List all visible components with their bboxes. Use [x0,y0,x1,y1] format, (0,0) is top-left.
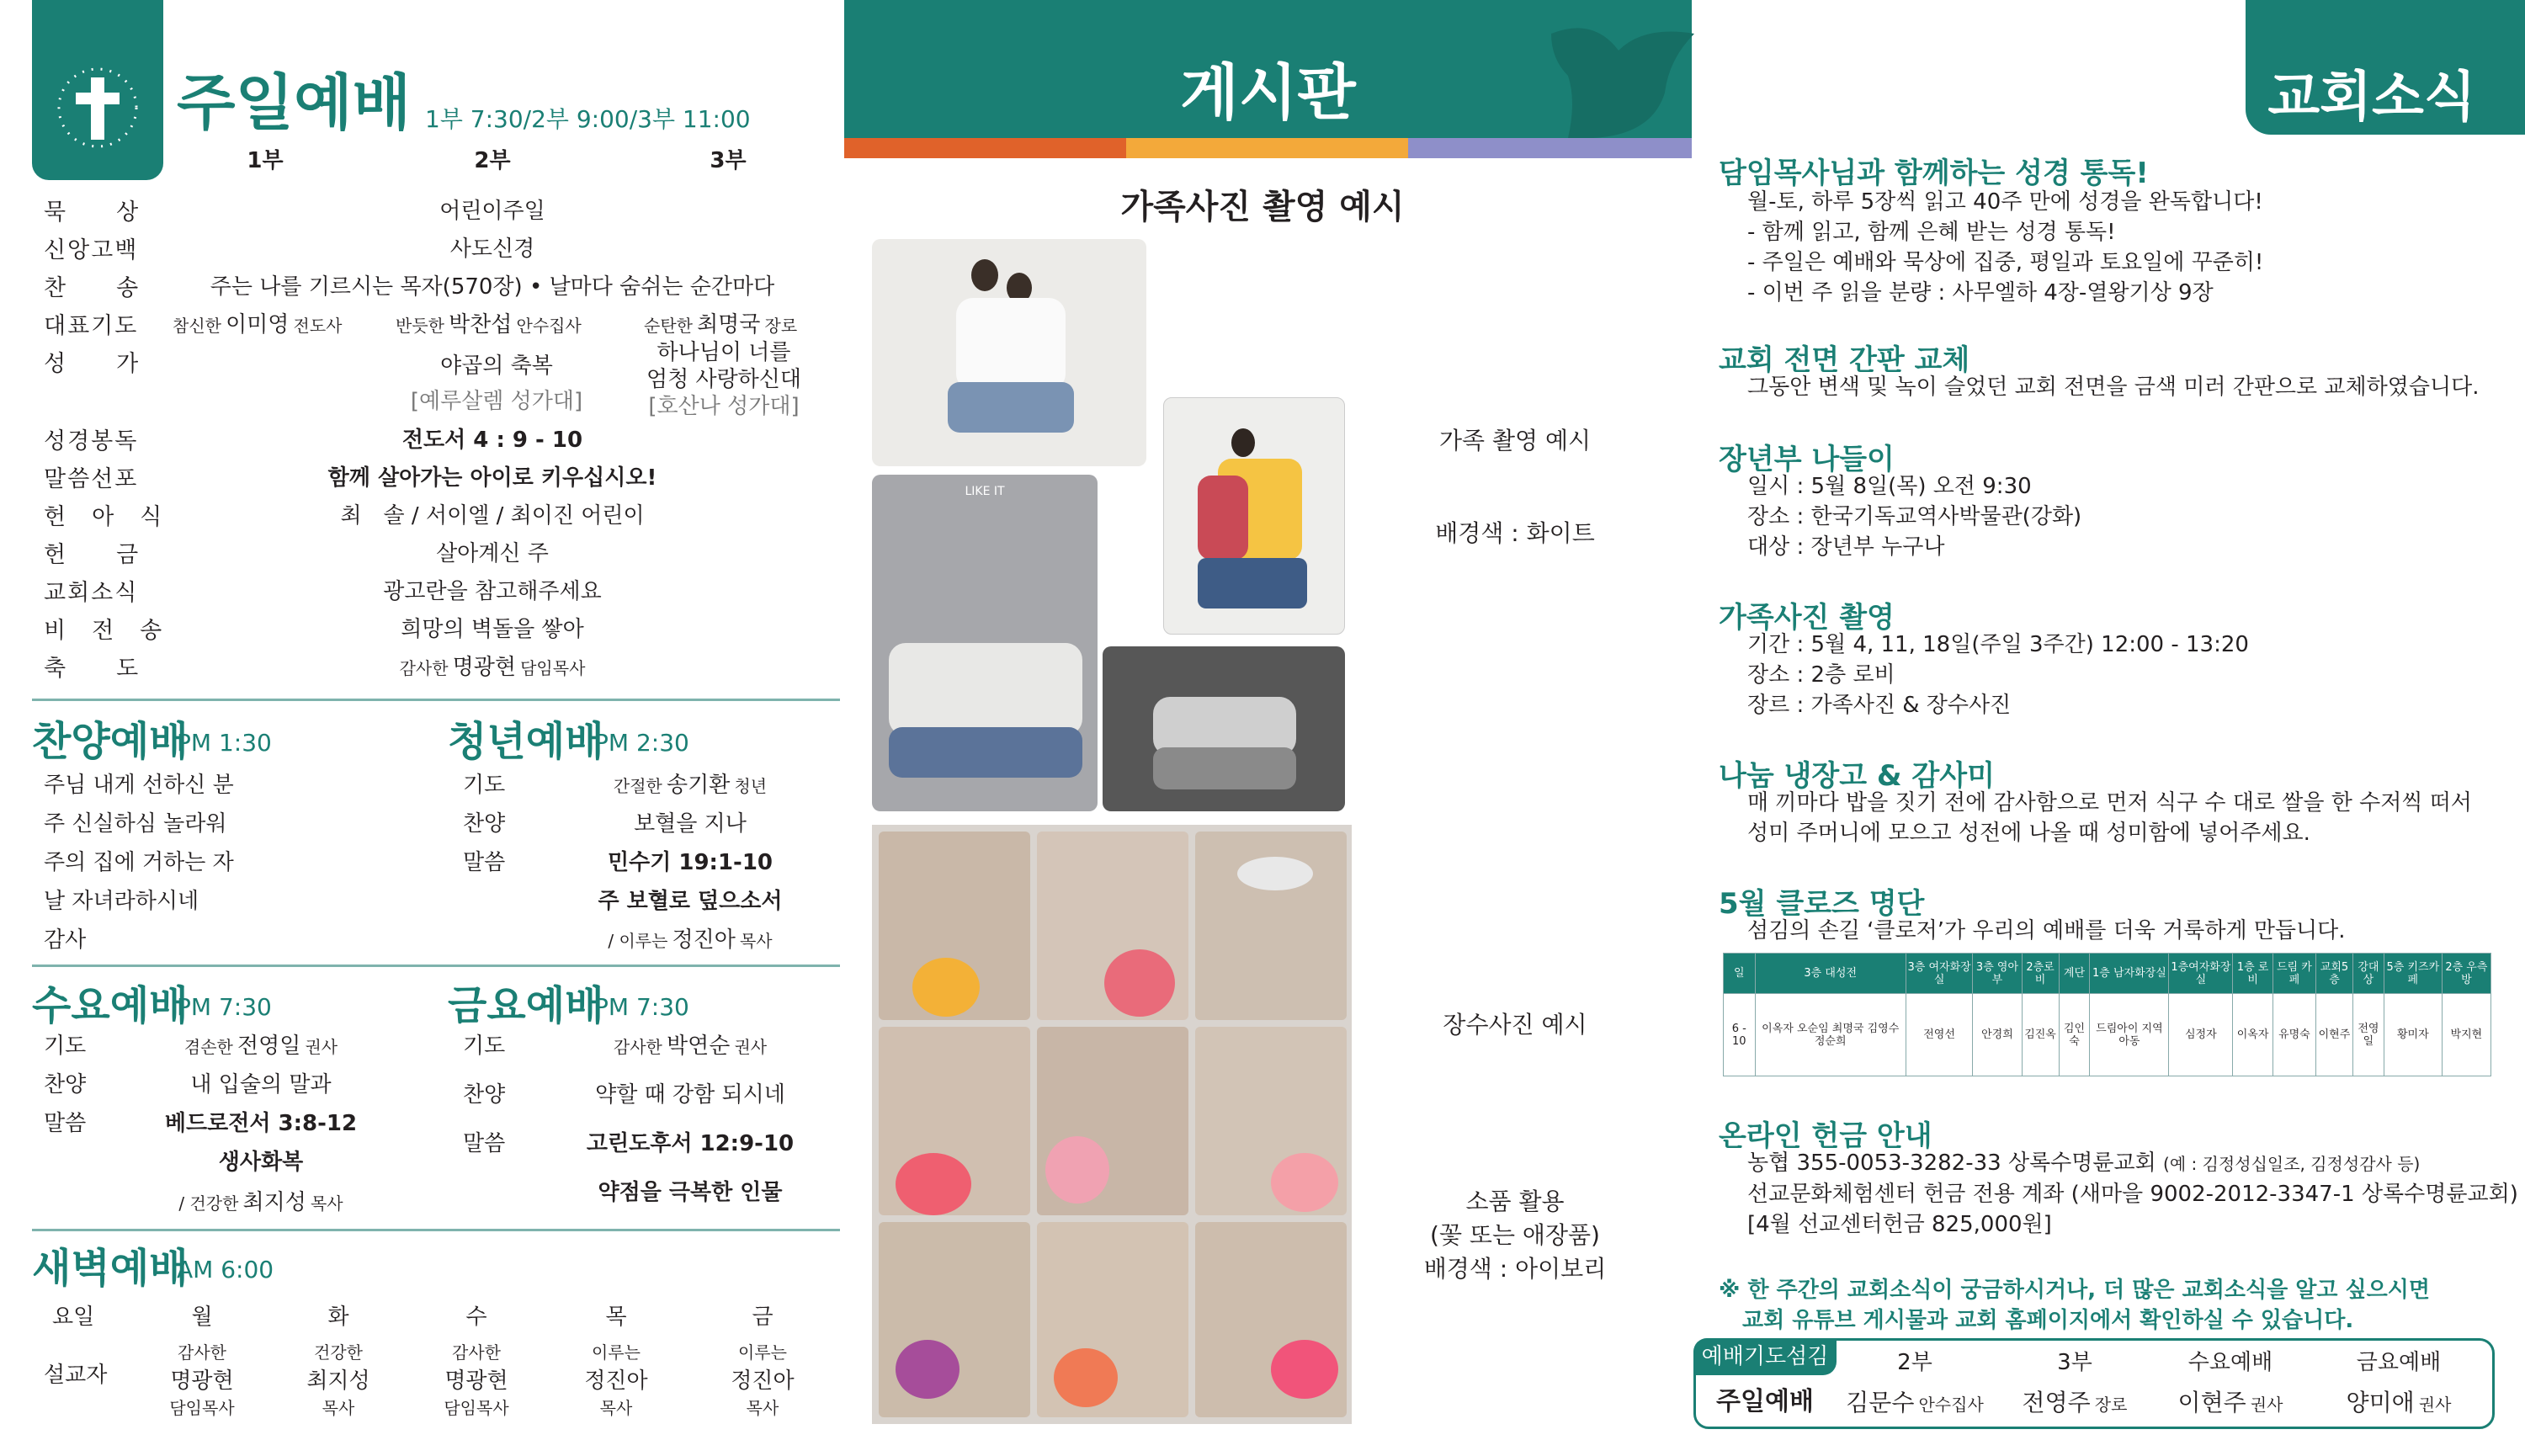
notice-line-2: 교회 유튜브 게시물과 교회 홈페이지에서 확인하실 수 있습니다. [1742,1308,2354,1333]
prayer-service-col: 3부 전영주 장로 [2022,1350,2128,1416]
praise-song: 주 신실하심 놀라워 [44,811,227,837]
wed-prayer: 겸손한 전영일 권사 [183,1034,338,1059]
news-heading: 가족사진 촬영 [1719,601,1895,635]
row-label: 대표기도 [44,313,139,339]
youth-song: 보혈을 지나 [634,811,747,837]
youth-time: PM 2:30 [594,729,689,757]
praise-thanks: 감사 [44,927,87,953]
prayer-service-name: 주일예배 [1716,1387,1814,1416]
props-bg: 배경색 : 아이보리 [1423,1255,1607,1283]
family-photo-3: LIKE IT [872,475,1098,811]
col-1bu: 1부 [247,148,284,173]
closer-table: 일 3층 대성전 3층 여자화장실 3층 영아부 2층로비 계단 1층 남자화장실 1층여자화장실 1층 로비 드림 카페 교회5층 강대상 5층 키즈카페 2층 우측방 6 - 10 이옥자 오순임 최명국 김영수 정순희 전영선 안경희 김진옥 김인숙 드림아이 지역아동 심정자 이옥자 유명숙 이현주 전영일 황미자 박지현 [1723,953,2491,1076]
family-photo-2 [1163,397,1345,635]
fri-sermon: 약점을 극복한 인물 [598,1180,783,1205]
elder-label: 장수사진 예시 [1443,1011,1587,1039]
row-label: 헌 아 식 [44,504,164,530]
row-label: 묵 상 [44,199,141,226]
benediction: 감사한 명광현 담임목사 [399,655,586,680]
prayer-2: 반듯한 박찬섭 안수집사 [396,312,582,337]
row-label: 찬 송 [44,275,141,301]
prayer-service-col: 수요예배 이현주 권사 [2177,1350,2283,1416]
row-value: 광고란을 참고해주세요 [383,579,602,604]
row-value: 최 솔 / 서이엘 / 최이진 어린이 [340,503,645,529]
row-value: 살아계신 주 [436,541,549,566]
wed-preacher: / 건강한 최지성 목사 [178,1190,343,1215]
youth-title: 청년예배 [448,718,604,765]
wed-time: PM 7:30 [177,993,272,1021]
choir-song-3b: 엄청 사랑하신대 [646,367,802,392]
dawn-day: 화 건강한 최지성 목사 [306,1305,370,1418]
praise-time: PM 1:30 [177,729,272,757]
board-title: 게시판 [1180,57,1356,128]
cross-icon [32,0,163,180]
prayer-service-tag: 예배기도섬김 [1693,1338,1837,1375]
row-value: 희망의 벽돌을 쌓아 [401,617,584,642]
family-bg: 배경색 : 화이트 [1435,519,1595,547]
color-bar-lavender [1408,138,1692,158]
youth-label: 말씀 [463,850,506,875]
youth-verse: 민수기 19:1-10 [607,850,773,875]
fri-label: 기도 [463,1034,506,1059]
news-body: 월-토, 하루 5장씩 읽고 40주 만에 성경을 완독합니다! - 함께 읽고, 함께 은혜 받는 성경 통독! - 주일은 예배와 묵상에 집중, 평일과 토요일에 꾸준히! - 이번 주 읽을 분량 : 사무엘하 4장-열왕기상 9장 [1747,189,2264,306]
news-heading: 온라인 헌금 안내 [1719,1119,1932,1153]
wed-label: 말씀 [44,1111,87,1136]
wed-label: 기도 [44,1034,87,1059]
choir-name-3: [호산나 성가대] [648,394,800,419]
news-heading: 교회 전면 간판 교체 [1719,343,1970,377]
cross-badge [32,0,163,180]
wed-sermon: 생사화복 [218,1150,304,1175]
row-value: 전도서 4 : 9 - 10 [401,428,583,453]
news-body: 섬김의 손길 ‘클로저’가 우리의 예배를 더욱 거룩하게 만듭니다. [1747,918,2346,943]
fri-verse: 고린도후서 12:9-10 [586,1131,795,1156]
props-label-1: 소품 활용 [1465,1188,1565,1215]
news-title: 교회소식 [2267,66,2476,129]
news-heading: 담임목사님과 함께하는 성경 통독! [1719,157,2149,190]
fri-label: 말씀 [463,1131,506,1156]
dawn-day-label: 요일 [52,1305,95,1330]
fri-title: 금요예배 [448,982,604,1029]
youth-label: 찬양 [463,811,506,837]
news-body: 매 끼마다 밥을 짓기 전에 감사함으로 먼저 식구 수 대로 쌀을 한 수저씩 떠서 성미 주머니에 모으고 성전에 나올 때 성미함에 넣어주세요. [1747,790,2472,846]
row-value: 함께 살아가는 아이로 키우십시오! [327,465,657,491]
sunday-times: 1부 7:30/2부 9:00/3부 11:00 [425,105,751,133]
row-label: 헌 금 [44,542,141,568]
youth-label: 기도 [463,773,506,798]
wed-song: 내 입술의 말과 [190,1072,332,1097]
col-3bu: 3부 [710,148,747,173]
praise-title: 찬양예배 [32,718,189,765]
row-label: 비 전 송 [44,618,164,644]
dawn-title: 새벽예배 [32,1245,189,1292]
youth-prayer: 간절한 송기환 청년 [613,773,768,798]
row-label: 교회소식 [44,580,139,606]
news-heading: 나눔 냉장고 & 감사미 [1719,759,1995,793]
youth-sermon: 주 보혈로 덮으소서 [598,889,783,914]
news-heading: 장년부 나들이 [1719,443,1895,476]
news-body: 농협 355-0053-3282-33 상록수명륜교회 (예 : 김정성십일조, 김정성감사 등) 선교문화체험센터 헌금 전용 계좌 (새마을 9002-2012-3347-1 상록수명륜교회) [4월 선교센터헌금 825,000원] [1747,1150,2518,1237]
color-bar-yellow [1126,138,1408,158]
family-label: 가족 촬영 예시 [1438,427,1592,454]
prayer-service-col: 2부 김문수 안수집사 [1846,1350,1984,1416]
dawn-preacher-label: 설교자 [44,1363,108,1388]
row-label: 축 도 [44,656,141,682]
news-body: 일시 : 5월 8일(목) 오전 9:30 장소 : 한국기독교역사박물관(강화) 대상 : 장년부 누구나 [1747,474,2082,560]
choir-song-3a: 하나님이 너를 [656,340,791,365]
divider [32,1229,840,1231]
fri-label: 찬양 [463,1082,506,1108]
family-photo-1 [872,239,1146,466]
prayer-3: 순탄한 최명국 장로 [644,312,798,337]
row-label: 성 가 [44,351,141,377]
dawn-day: 월 감사한 명광현 담임목사 [169,1305,235,1418]
wed-verse: 베드로전서 3:8-12 [164,1111,358,1136]
color-bar-orange [844,138,1126,158]
row-label: 말씀선포 [44,466,139,492]
divider [32,699,840,701]
dawn-day: 수 감사한 명광현 담임목사 [444,1305,509,1418]
divider [32,964,840,967]
row-value: 사도신경 [449,236,535,262]
row-label: 성경봉독 [44,428,139,454]
fri-prayer: 감사한 박연순 권사 [613,1034,768,1059]
sunday-title: 주일예배 [177,67,412,138]
dawn-day: 목 이루는 정진아 목사 [584,1305,648,1418]
row-label: 신앙고백 [44,237,139,263]
praise-song: 주님 내게 선하신 분 [44,773,234,798]
col-2bu: 2부 [474,148,511,173]
props-label-2: (꽃 또는 애장품) [1430,1221,1600,1249]
notice-line-1: ※ 한 주간의 교회소식이 궁금하시거나, 더 많은 교회소식을 알고 싶으시면 [1719,1278,2430,1303]
praise-song: 날 자녀라하시네 [44,889,199,914]
board-subtitle: 가족사진 촬영 예시 [1120,188,1405,226]
row-value: 어린이주일 [439,199,545,224]
prayer-1: 참신한 이미영 전도사 [173,312,343,337]
prayer-service-col: 금요예배 양미애 권사 [2346,1350,2452,1416]
dawn-time: AM 6:00 [177,1256,274,1283]
dawn-day: 금 이루는 정진아 목사 [731,1305,795,1418]
wed-title: 수요예배 [32,982,189,1029]
row-value: 주는 나를 기르시는 목자(570장) • 날마다 숨쉬는 순간마다 [210,274,775,300]
news-body: 기간 : 5월 4, 11, 18일(주일 3주간) 12:00 - 13:20 장소 : 2층 로비 장르 : 가족사진 & 장수사진 [1747,632,2249,718]
wed-label: 찬양 [44,1072,87,1097]
youth-preacher: / 이루는 정진아 목사 [608,927,773,953]
elder-photo-grid [872,825,1352,1424]
praise-song: 주의 집에 거하는 자 [44,850,234,875]
news-heading: 5월 클로즈 명단 [1719,887,1925,921]
choir-song-12: 야곱의 축복 [440,353,553,379]
choir-name-12: [예루살렘 성가대] [410,389,583,414]
news-body: 그동안 변색 및 녹이 슬었던 교회 전면을 금색 미러 간판으로 교체하였습니다. [1747,375,2480,400]
family-photo-4 [1103,646,1345,811]
fri-song: 약할 때 강함 되시네 [595,1082,785,1108]
fri-time: PM 7:30 [594,993,689,1021]
